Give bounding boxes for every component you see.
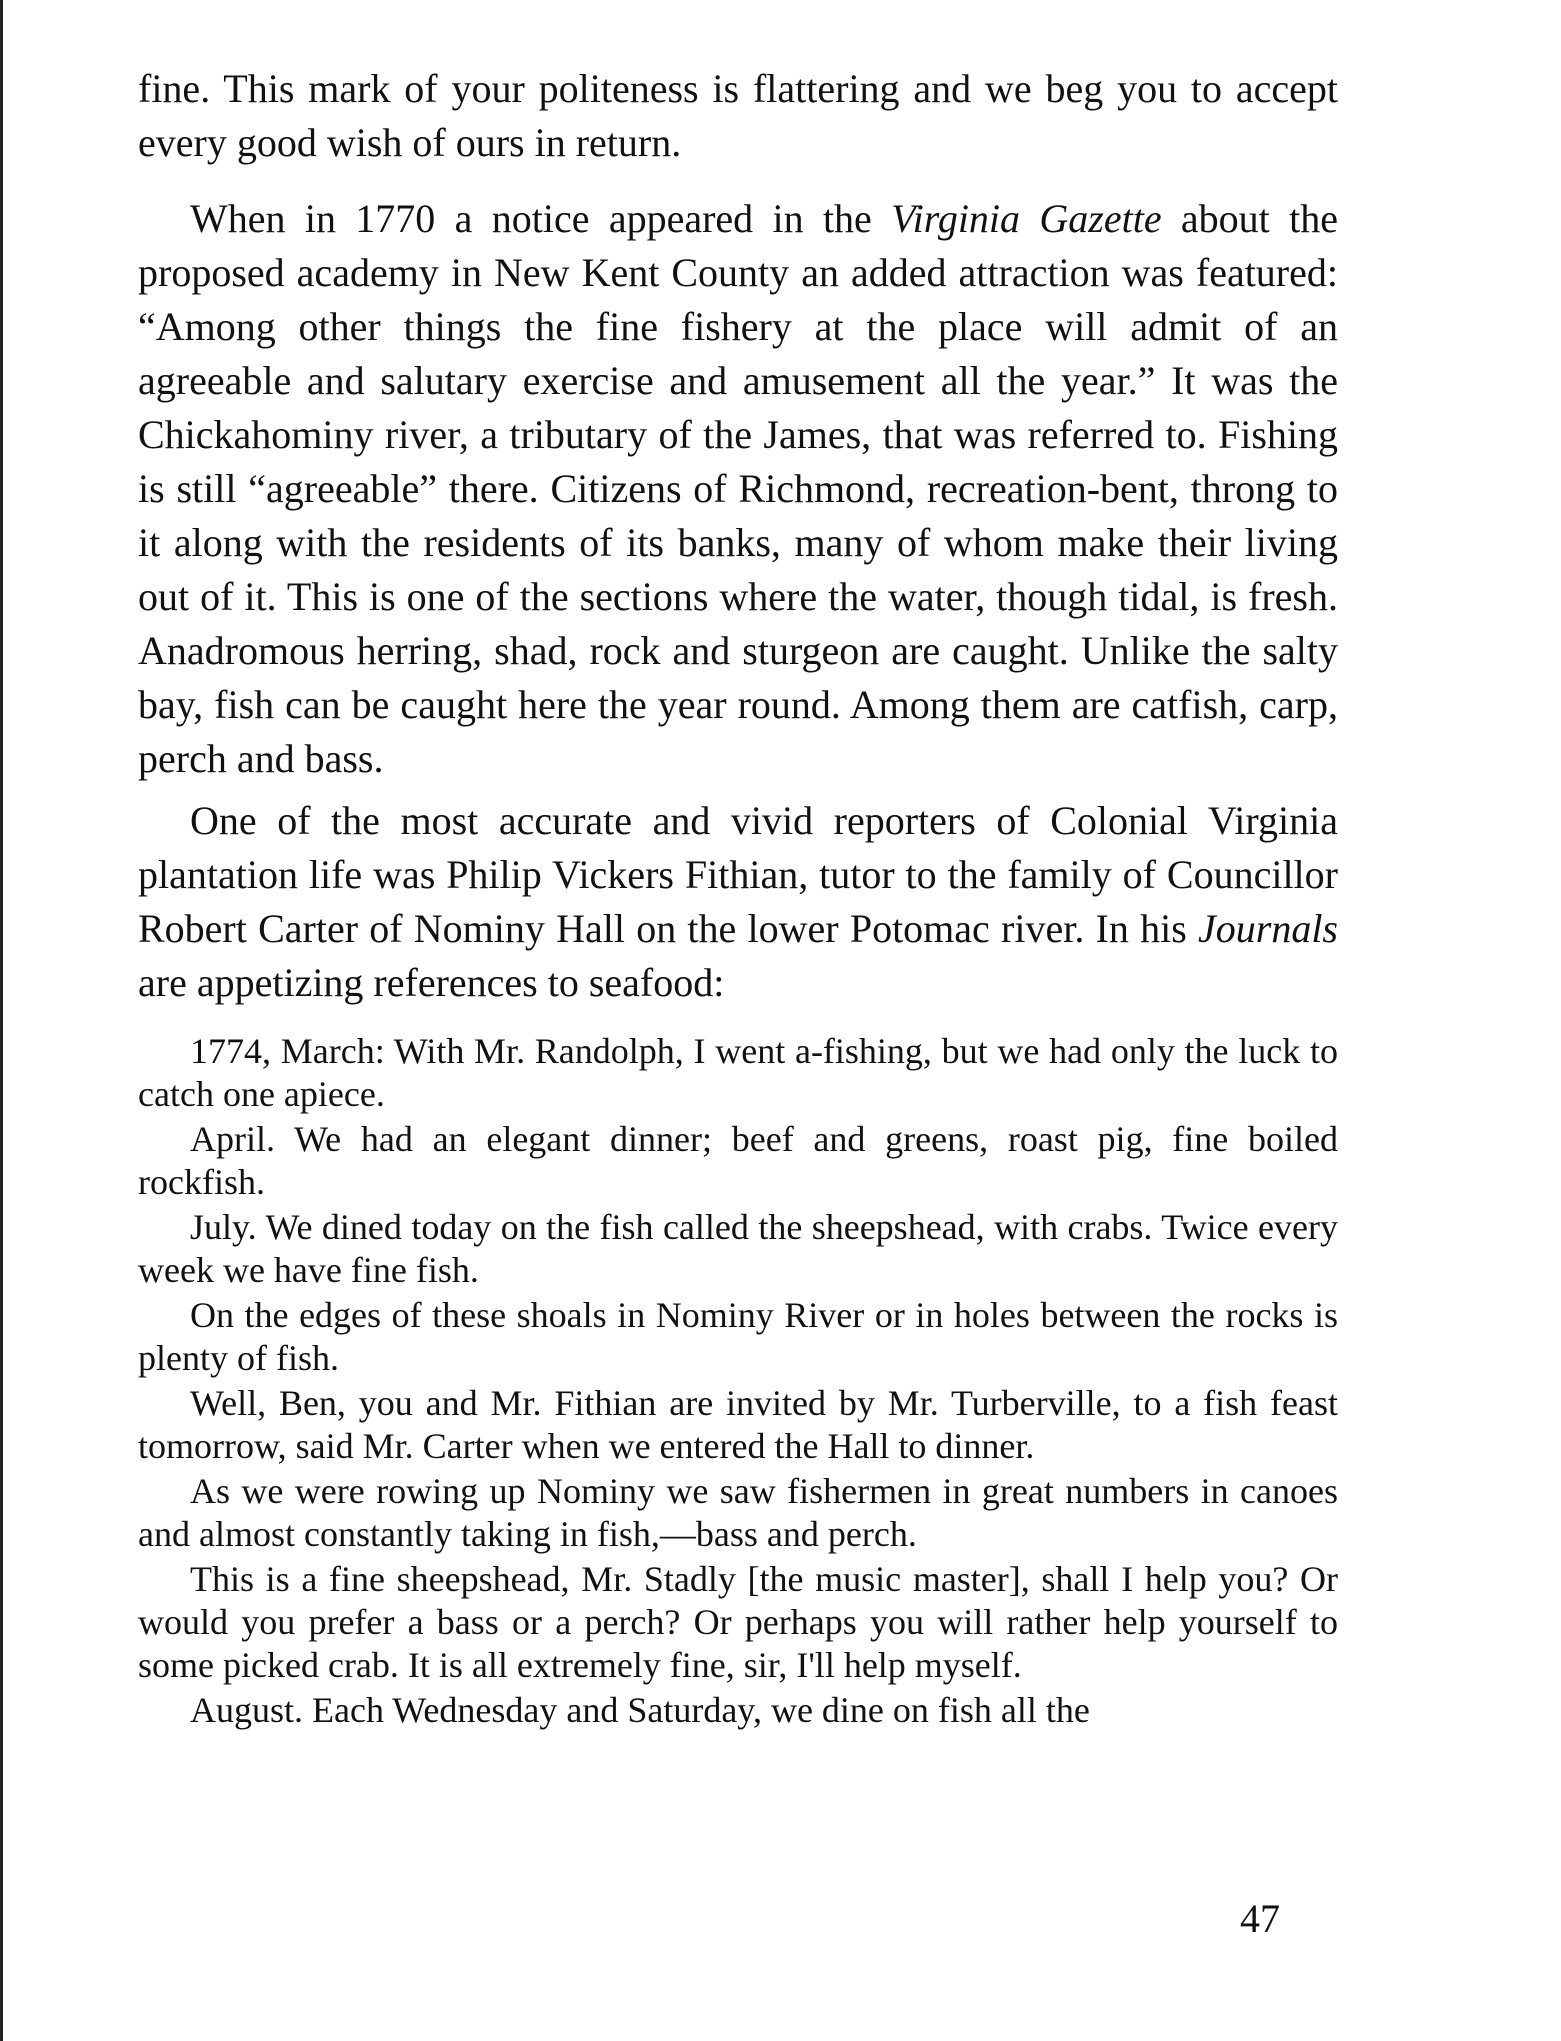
- page-number: 47: [1240, 1896, 1280, 1941]
- intro-paragraph: fine. This mark of your politeness is flattering and we beg you to accept every good wish of ours in return.: [138, 66, 1338, 165]
- paragraph2-after: are appetizing references to seafood:: [138, 960, 725, 1005]
- paragraph1-after: about the proposed academy in New Kent County an added attraction was featured: “Among other things the fine fishery at the place will admit of an agreeable and salutary exercise and amusement all the year.” It was the Chickahominy river, a tributary of the James, that was referred to. Fishing is still “agreeable” there. Citizens of Richmond, recreation-bent, throng to it along with the residents of its banks, many of whom make their living out of it. This is one of the sections where the water, though tidal, is fresh. Anadromous herring, shad, rock and sturgeon are caught. Unlike the salty bay, fish can be caught here the year round. Among them are catfish, carp, perch and bass.: [138, 196, 1338, 781]
- intro-continuation: [138, 62, 1338, 170]
- paragraph1-italic-title: Virginia Gazette: [891, 196, 1162, 241]
- paragraph2-before: One of the most accurate and vivid reporters of Colonial Virginia plantation life was Philip Vickers Fithian, tutor to the family of Councillor Robert Carter of Nominy Hall on the lower Potomac river. In his: [138, 798, 1338, 951]
- journal-excerpts: [138, 1030, 1338, 1732]
- quote-paragraph: 1774, March: With Mr. Randolph, I went a-fishing, but we had only the luck to catch one apiece.: [138, 1031, 1338, 1114]
- paragraph-fithian: [138, 794, 1338, 1010]
- quote-paragraph: August. Each Wednesday and Saturday, we dine on fish all the: [190, 1690, 1090, 1730]
- page-edge-rule: [0, 0, 3, 2041]
- quote-paragraph: Well, Ben, you and Mr. Fithian are invited by Mr. Turberville, to a fish feast tomorrow, said Mr. Carter when we entered the Hall to dinner.: [138, 1383, 1338, 1466]
- main-text: [138, 192, 1338, 1010]
- quote-paragraph: This is a fine sheepshead, Mr. Stadly [the music master], shall I help you? Or would you prefer a bass or a perch? Or perhaps you will rather help yourself to some picked crab. It is all extremely fine, sir, I'll help myself.: [138, 1559, 1338, 1685]
- book-page: [138, 62, 1338, 1732]
- paragraph-virginia-gazette: [138, 192, 1338, 786]
- paragraph2-italic-title: Journals: [1198, 906, 1338, 951]
- quote-paragraph: On the edges of these shoals in Nominy River or in holes between the rocks is plenty of fish.: [138, 1295, 1338, 1378]
- paragraph1-before: When in 1770 a notice appeared in the: [190, 196, 892, 241]
- quote-paragraph: April. We had an elegant dinner; beef and greens, roast pig, fine boiled rockfish.: [138, 1119, 1338, 1202]
- quote-paragraph: July. We dined today on the fish called the sheepshead, with crabs. Twice every week we have fine fish.: [138, 1207, 1338, 1290]
- quote-paragraph: As we were rowing up Nominy we saw fishermen in great numbers in canoes and almost constantly taking in fish,—bass and perch.: [138, 1471, 1338, 1554]
